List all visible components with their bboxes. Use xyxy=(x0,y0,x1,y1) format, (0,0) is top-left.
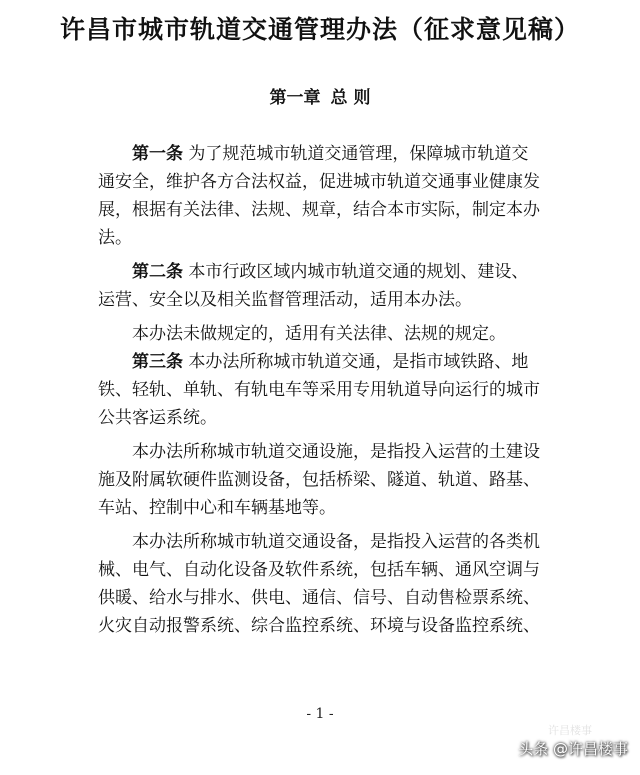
chapter-heading xyxy=(0,83,640,108)
paragraph-line: 法。 xyxy=(98,228,132,248)
document-body xyxy=(98,140,558,640)
chapter-name: 总 则 xyxy=(330,88,371,108)
document-title: 许昌市城市轨道交通管理办法（征求意见稿） xyxy=(59,15,580,44)
article-3-paragraph xyxy=(98,348,558,432)
article-number: 第二条 xyxy=(132,262,183,282)
chapter-number: 第一章 xyxy=(269,88,321,108)
paragraph-line: 本市行政区域内城市轨道交通的规划、建设、 xyxy=(188,262,529,282)
paragraph-line: 为了规范城市轨道交通管理，保障城市轨道交 xyxy=(188,144,529,164)
paragraph-line: 公共客运系统。 xyxy=(98,408,217,428)
article-1-paragraph xyxy=(98,140,558,252)
paragraph-line: 铁、轻轨、单轨、有轨电车等采用专用轨道导向运行的城市 xyxy=(98,380,540,400)
paragraph-line: 本办法所称城市轨道交通，是指市域铁路、地 xyxy=(188,352,529,372)
source-watermark: 头条 @许昌楼事 xyxy=(518,740,628,758)
paragraph-line: 本办法未做规定的，适用有关法律、法规的规定。 xyxy=(132,324,506,344)
paragraph-line: 施及附属软硬件监测设备，包括桥梁、隧道、轨道、路基、 xyxy=(98,470,540,490)
paragraph-line: 本办法所称城市轨道交通设施，是指投入运营的土建设 xyxy=(132,442,540,462)
faint-watermark: 许昌楼事 xyxy=(548,724,592,737)
paragraph-line: 运营、安全以及相关监督管理活动，适用本办法。 xyxy=(98,290,472,310)
paragraph-line: 本办法所称城市轨道交通设备，是指投入运营的各类机 xyxy=(132,532,540,552)
article-2-clause-paragraph xyxy=(98,320,558,348)
equipment-definition-paragraph xyxy=(98,528,558,640)
article-number: 第一条 xyxy=(132,144,183,164)
paragraph-line: 火灾自动报警系统、综合监控系统、环境与设备监控系统、 xyxy=(98,616,540,636)
article-number: 第三条 xyxy=(132,352,183,372)
paragraph-line: 通安全，维护各方合法权益，促进城市轨道交通事业健康发 xyxy=(98,172,540,192)
facilities-definition-paragraph xyxy=(98,438,558,522)
paragraph-line: 供暖、给水与排水、供电、通信、信号、自动售检票系统、 xyxy=(98,588,540,608)
paragraph-line: 展，根据有关法律、法规、规章，结合本市实际，制定本办 xyxy=(98,200,540,220)
paragraph-line: 车站、控制中心和车辆基地等。 xyxy=(98,498,336,518)
page-number: - 1 - xyxy=(306,706,334,722)
article-2-paragraph xyxy=(98,258,558,314)
paragraph-line: 械、电气、自动化设备及软件系统，包括车辆、通风空调与 xyxy=(98,560,540,580)
